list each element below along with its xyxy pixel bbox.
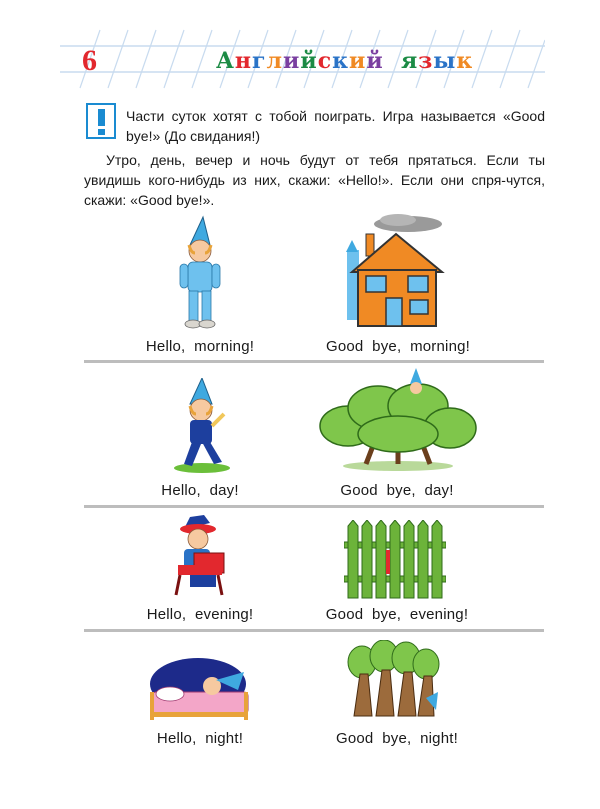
row-divider bbox=[84, 505, 544, 508]
evening-goodbye-caption: Good bye, evening! bbox=[325, 606, 469, 623]
morning-gnome-illustration bbox=[170, 215, 230, 331]
night-goodbye-caption: Good bye, night! bbox=[335, 730, 458, 747]
morning-house-illustration bbox=[338, 212, 450, 330]
info-exclamation-icon bbox=[86, 103, 116, 139]
day-bush-illustration bbox=[318, 368, 478, 472]
intro-text: Части суток хотят с тобой поиграть. Игра называется «Good bye!» (До свидания!) bbox=[126, 108, 545, 144]
night-gnome-sleeping-illustration bbox=[148, 658, 252, 724]
evening-gnome-reading-illustration bbox=[168, 515, 238, 599]
morning-goodbye-caption: Good bye, morning! bbox=[325, 338, 471, 355]
evening-hello-caption: Hello, evening! bbox=[146, 606, 254, 623]
row-divider bbox=[84, 629, 544, 632]
evening-fence-illustration bbox=[344, 520, 446, 600]
day-goodbye-caption: Good bye, day! bbox=[340, 482, 454, 499]
subject-title: Английский язык bbox=[216, 48, 474, 74]
night-trees-illustration bbox=[346, 640, 440, 720]
row-divider bbox=[84, 360, 544, 363]
day-gnome-illustration bbox=[170, 378, 232, 474]
morning-hello-caption: Hello, morning! bbox=[145, 338, 255, 355]
day-hello-caption: Hello, day! bbox=[161, 482, 239, 499]
night-hello-caption: Hello, night! bbox=[156, 730, 244, 747]
instruction-text: Утро, день, вечер и ночь будут от тебя прятаться. Если ты увидишь кого-нибудь из них, скажи: «Hello!». Если они спря-чутся, скажи: «Good bye!». bbox=[84, 152, 545, 208]
page-number: 6 bbox=[82, 44, 97, 77]
